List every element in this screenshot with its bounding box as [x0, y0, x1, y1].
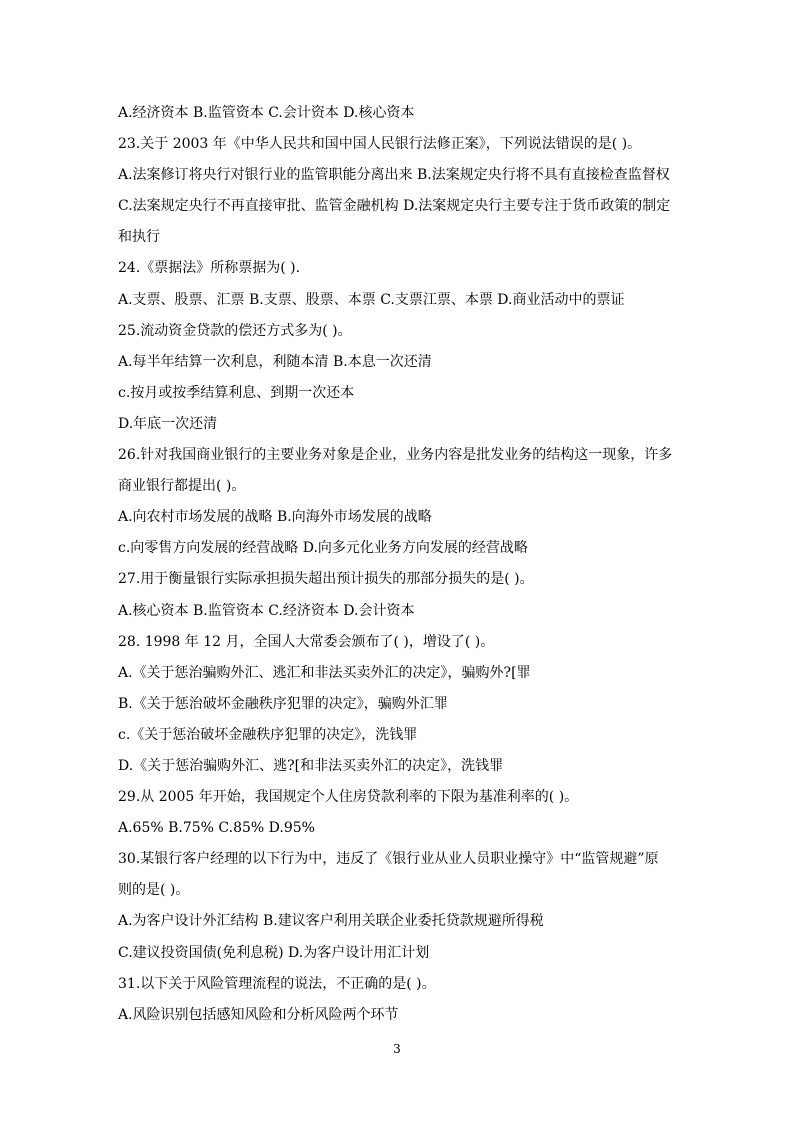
- text-line: C.建议投资国债(免利息税) D.为客户设计用汇计划: [118, 944, 430, 961]
- text-line: A.经济资本 B.监管资本 C.会计资本 D.核心资本: [118, 105, 415, 121]
- text-line: A.核心资本 B.监管资本 C.经济资本 D.会计资本: [118, 602, 415, 619]
- question-23: 23.关于 2003 年《中华人民共和国中国人民银行法修正案》，下列说法错误的是( )。: [118, 136, 642, 153]
- text-line: D.《关于惩治骗购外汇、逃?[和非法买卖外汇的决定》，洗钱罪: [118, 757, 504, 774]
- text-line: A.法案修订将央行对银行业的监管职能分离出来 B.法案规定央行将不具有直接检查监督权: [118, 167, 670, 184]
- text-line: A.支票、股票、汇票 B.支票、股票、本票 C.支票江票、本票 D.商业活动中的票证: [118, 291, 625, 308]
- text-line: 则的是( )。: [118, 882, 190, 899]
- text-line: A.每半年结算一次利息，利随本清 B.本息一次还清: [118, 353, 432, 370]
- question-27: 27.用于衡量银行实际承担损失超出预计损失的那部分损失的是( )。: [118, 571, 534, 588]
- text-line: B.《关于惩治破坏金融秩序犯罪的决定》，骗购外汇罪: [118, 695, 448, 712]
- question-28: 28. 1998 年 12 月，全国人大常委会颁布了( )，增设了( )。: [118, 633, 495, 650]
- question-31: 31.以下关于风险管理流程的说法，不正确的是( )。: [118, 975, 436, 992]
- question-25: 25.流动资金贷款的偿还方式多为( )。: [118, 322, 352, 339]
- text-line: A.风险识别包括感知风险和分析风险两个环节: [118, 1006, 399, 1023]
- page-number: 3: [393, 1042, 401, 1056]
- question-29: 29.从 2005 年开始，我国规定个人住房贷款利率的下限为基准利率的( )。: [118, 789, 579, 806]
- text-line: A.向农村市场发展的战略 B.向海外市场发展的战略: [118, 509, 432, 526]
- text-line: 和执行: [118, 229, 160, 246]
- question-30: 30.某银行客户经理的以下行为中，违反了《银行业从业人员职业操守》中“监管规避”原: [118, 851, 659, 868]
- question-26: 26.针对我国商业银行的主要业务对象是企业，业务内容是批发业务的结构这一现象，许多: [118, 447, 673, 464]
- document-body: [118, 98, 678, 1031]
- text-line: A.65% B.75% C.85% D.95%: [118, 820, 315, 837]
- text-line: c.向零售方向发展的经营战略 D.向多元化业务方向发展的经营战略: [118, 540, 528, 557]
- text-line: 商业银行都提出( )。: [118, 478, 246, 495]
- text-line: c.按月或按季结算利息、到期一次还本: [118, 384, 355, 401]
- text-line: C.法案规定央行不再直接审批、监管金融机构 D.法案规定央行主要专注于货币政策的制定: [118, 198, 671, 215]
- question-24: 24.《票据法》所称票据为( ).: [118, 260, 301, 277]
- text-line: A.为客户设计外汇结构 B.建议客户利用关联企业委托贷款规避所得税: [118, 913, 544, 930]
- text-line: D.年底一次还清: [118, 415, 218, 432]
- text-line: c.《关于惩治破坏金融秩序犯罪的决定》，洗钱罪: [118, 726, 418, 743]
- text-line: A.《关于惩治骗购外汇、逃汇和非法买卖外汇的决定》，骗购外?[罪: [118, 664, 531, 681]
